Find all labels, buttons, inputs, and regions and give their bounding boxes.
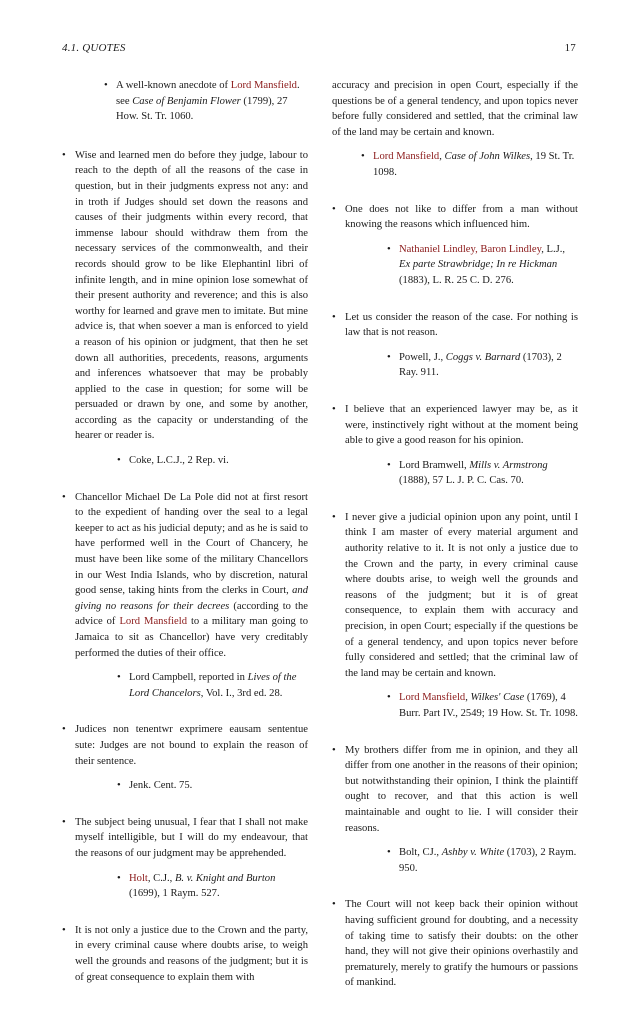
quote-text: I believe that an experienced lawyer may be, as it were, instinctively right without at the moment being able to give a good reason for his opinion. xyxy=(345,403,578,447)
quote-text: Let us consider the reason of the case. For nothing is law that is not reason. xyxy=(345,311,578,339)
bullet-icon: • xyxy=(104,80,108,91)
bullet-icon: • xyxy=(117,780,121,792)
quote-citation: • Coke, L.C.J., 2 Rep. vi. xyxy=(107,453,308,469)
bullet-icon: • xyxy=(361,151,365,163)
bullet-icon: • xyxy=(62,816,66,828)
quote-citation: • Lord Mansfield, Wilkes' Case (1769), 4 Burr. Part IV., 2549; 19 How. St. Tr. 1098. xyxy=(387,692,578,719)
hyperlink[interactable]: Lord Mansfield xyxy=(119,616,187,628)
bullet-icon: • xyxy=(332,403,336,415)
bullet-icon: • xyxy=(117,672,121,684)
quote-citation: • Holt, C.J., B. v. Knight and Burton (1699), 1 Raym. 527. xyxy=(117,872,276,900)
quote-text: It is not only a justice due to the Crown and the party, in every criminal cause where doubts arise, to weigh well the grounds and reasons of the judgment; but it is of great consequence to explain them with xyxy=(75,924,308,983)
hyperlink[interactable]: Lord Mansfield xyxy=(373,151,440,163)
quote-text: accuracy and precision in open Court, especially if the questions be of a general tendency, and upon topics never before fully considered and settled, that the criminal law of the land may be certain and known. xyxy=(332,80,578,138)
quote-citation: • Powell, J., Coggs v. Barnard (1703), 2 Ray. 911. xyxy=(387,351,562,379)
hyperlink[interactable]: Lord Mansfield xyxy=(399,692,466,704)
quote-item xyxy=(62,490,308,702)
bullet-icon: • xyxy=(62,491,66,503)
bullet-icon: • xyxy=(387,459,391,471)
bullet-icon: • xyxy=(62,724,66,736)
quote-text: My brothers differ from me in opinion, and they all differ from one another in the reasons of their opinion; but notwithstanding their opinion, I think the plaintiff ought to recover, and that this action is well maintainable and ought to lie. I will consider their reasons. xyxy=(345,744,578,834)
hyperlink[interactable]: Nathaniel Lindley, Baron Lindley xyxy=(399,243,542,255)
right-column xyxy=(332,78,578,1011)
bullet-icon: • xyxy=(332,744,336,756)
quote-item xyxy=(332,202,578,289)
quote-item xyxy=(332,743,578,877)
quote-text: One does not like to differ from a man without knowing the reasons which influenced him. xyxy=(345,203,578,231)
quote-item xyxy=(332,897,578,991)
quote-item xyxy=(332,310,578,381)
quote-text: The Court will not keep back their opinion without having sufficient ground for doubting, and a necessity of taking time to satisfy their doubts: on the other hand, they will not give their opinions overhastily and prematurely, merely to gratify the humours or passions of mankind. xyxy=(345,899,578,989)
quote-item xyxy=(62,923,308,985)
section-title: 4.1. QUOTES xyxy=(62,42,126,54)
running-header xyxy=(62,42,576,54)
bullet-icon: • xyxy=(332,311,336,323)
quote-citation: • Bolt, CJ., Ashby v. White (1703), 2 Raym. 950. xyxy=(387,847,577,874)
quote-citation: • Nathaniel Lindley, Baron Lindley, L.J., Ex parte Strawbridge; In re Hickman (1883), L. R. 25 C. D. 276. xyxy=(387,243,566,286)
bullet-icon: • xyxy=(387,692,391,704)
quote-text: Wise and learned men do before they judge, labour to reach to the depth of all the reasons of the case in question, but in their judgments express not any: and in troth if Judges should set down the reasons and causes of their judgments within every record, that immense labour should withdraw them from the necessary services of the commonwealth, and their records should grow to be like Elephantinl libri of infinite length, and in mine opinion lose somewhat of their present authority and reverence; and this is also worthy for learned and grave men to imitate. But mine advice is, that when soever a man is enforced to yield a reason of his opinion or judgment, that then he set down all authorities, precedents, reasons, arguments and inferences whatsoever that may be probably applied to the case in question; for some will be persuaded or drawn by one, and some by another, according as the capacity or understanding of the hearer or reader is. xyxy=(75,149,308,442)
bullet-icon: • xyxy=(332,511,336,523)
bullet-icon: • xyxy=(387,243,391,255)
quote-citation: • A well-known anecdote of Lord Mansfield. see Case of Benjamin Flower (1799), 27 How. St. Tr. 1060. xyxy=(104,80,300,123)
bullet-icon: • xyxy=(117,455,121,467)
quote-item xyxy=(332,510,578,722)
quote-text: I never give a judicial opinion upon any point, until I think I am master of every material argument and authority relative to it. It is not only a justice due to the Crown and the party, in every criminal cause where doubts arise, to weigh well the grounds and reasons of the judgment; but it is of great consequence, to explain them with accuracy and precision, in open Court; especially if the questions be of a general tendency, and upon topics never before fully considered and settled; that the criminal law of the land may be certain and known. xyxy=(345,511,578,679)
bullet-icon: • xyxy=(332,203,336,215)
quote-text: The subject being unusual, I fear that I shall not make myself intelligible, but I will do my endeavour, that the reasons of our judgment may be apprehended. xyxy=(75,816,308,859)
quote-citation: • Lord Bramwell, Mills v. Armstrong (1888), 57 L. J. P. C. Cas. 70. xyxy=(387,459,548,487)
hyperlink[interactable]: Lord Mansfield xyxy=(230,80,297,91)
quote-text: Chancellor Michael De La Pole did not at first resort to the expedient of handing over the seal to a legal keeper to act as his judicial deputy; and as he is said to have performed well in the Court of Chancery, he must have been like some of the military Chancellors in our West India Islands, who by discretion, natural good sense, taking hints from the clerks in Court, and giving no reasons for their decrees (according to the advice of Lord Mansfield to a military man going to Jamaica to sit as Chancellor) have very creditably performed the duties of their office. xyxy=(75,491,309,659)
quote-item xyxy=(62,148,308,469)
quote-text: Judices non tenentwr exprimere eausam sententue sute: Judges are not bound to explain the reason of their sentence. xyxy=(75,724,308,767)
quote-item xyxy=(62,722,308,793)
bullet-icon: • xyxy=(332,899,336,911)
quote-continuation xyxy=(332,78,578,181)
left-column xyxy=(62,78,308,1005)
quote-citation: • Lord Mansfield, Case of John Wilkes, 19 St. Tr. 1098. xyxy=(361,151,575,178)
quote-citation: • Jenk. Cent. 75. xyxy=(107,778,308,794)
hyperlink[interactable]: Holt xyxy=(129,872,148,884)
quote-item xyxy=(332,402,578,489)
quote-citation: • Lord Campbell, reported in Lives of the Lord Chancelors, Vol. I., 3rd ed. 28. xyxy=(117,672,297,699)
bullet-icon: • xyxy=(387,351,391,363)
bullet-icon: • xyxy=(117,872,121,884)
bullet-icon: • xyxy=(62,924,66,936)
bullet-icon: • xyxy=(62,149,66,161)
page-number: 17 xyxy=(564,42,576,54)
bullet-icon: • xyxy=(387,847,391,859)
quote-item xyxy=(62,815,308,902)
